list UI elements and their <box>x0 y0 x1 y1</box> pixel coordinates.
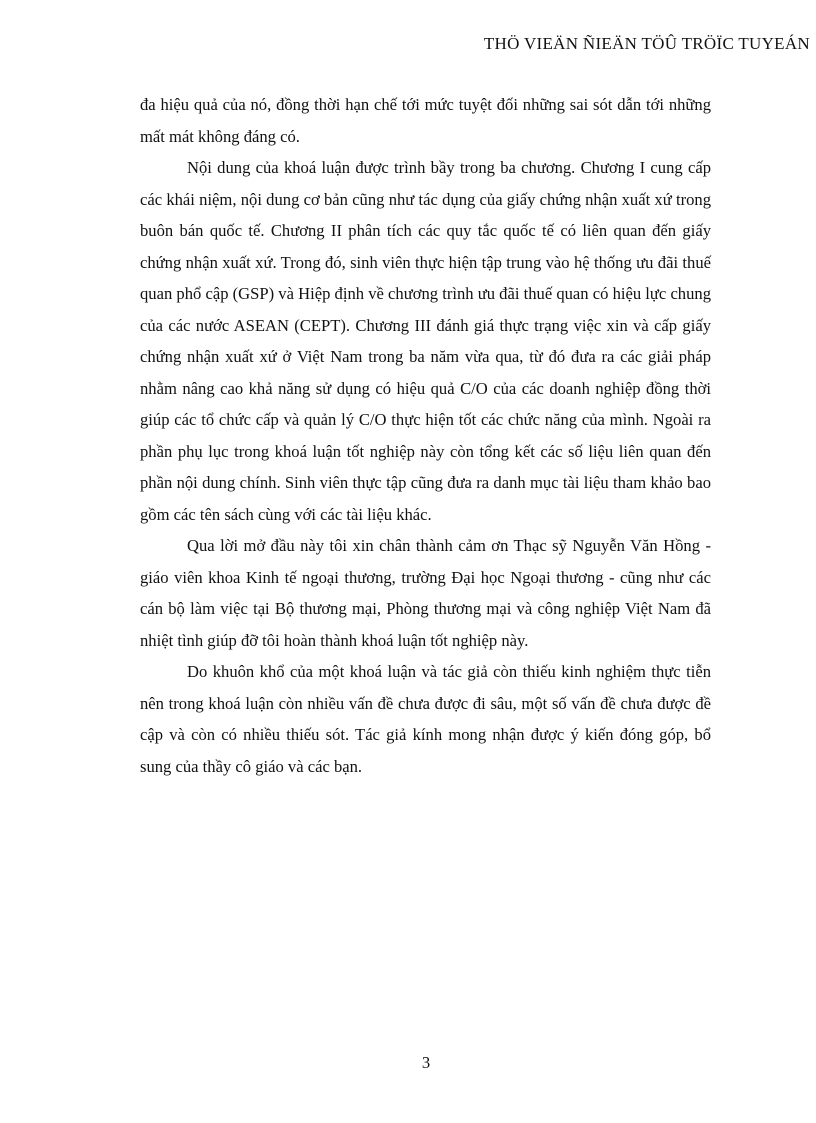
body-text <box>140 89 711 782</box>
paragraph-content-overview: Nội dung của khoá luận được trình bầy trong ba chương. Chương I cung cấp các khái niệm, nội dung cơ bản cũng như tác dụng của giấy chứng nhận xuất xứ trong buôn bán quốc tế. Chương II phân tích các quy tắc quốc tế có liên quan đến giấy chứng nhận xuất xứ. Trong đó, sinh viên thực hiện tập trung vào hệ thống ưu đãi thuế quan phổ cập (GSP) và Hiệp định về chương trình ưu đãi thuế quan có hiệu lực chung của các nước ASEAN (CEPT). Chương III đánh giá thực trạng việc xin và cấp giấy chứng nhận xuất xứ ở Việt Nam trong ba năm vừa qua, từ đó đưa ra các giải pháp nhằm nâng cao khả năng sử dụng có hiệu quả C/O của các doanh nghiệp đồng thời giúp các tổ chức cấp và quản lý C/O thực hiện tốt các chức năng của mình. Ngoài ra phần phụ lục trong khoá luận tốt nghiệp này còn tổng kết các số liệu liên quan đến phần nội dung chính. Sinh viên thực tập cũng đưa ra danh mục tài liệu tham khảo bao gồm các tên sách cùng với các tài liệu khác. <box>140 158 711 524</box>
paragraph-limitations: Do khuôn khổ của một khoá luận và tác giả còn thiếu kinh nghiệm thực tiễn nên trong khoá luận còn nhiều vấn đề chưa được đi sâu, một số vấn đề chưa được đề cập và còn có nhiều thiếu sót. Tác giả kính mong nhận được ý kiến đóng góp, bổ sung của thầy cô giáo và các bạn. <box>140 662 711 776</box>
paragraph-acknowledgement: Qua lời mở đầu này tôi xin chân thành cảm ơn Thạc sỹ Nguyễn Văn Hồng - giáo viên khoa Kinh tế ngoại thương, trường Đại học Ngoại thương - cũng như các cán bộ làm việc tại Bộ thương mại, Phòng thương mại và công nghiệp Việt Nam đã nhiệt tình giúp đỡ tôi hoàn thành khoá luận tốt nghiệp này. <box>140 536 711 650</box>
page-header: THÖ VIEÄN ÑIEÄN TÖÛ TRÖÏC TUYEÁN <box>483 34 810 53</box>
paragraph-continuation: đa hiệu quả của nó, đồng thời hạn chế tới mức tuyệt đối những sai sót dẫn tới những mất mát không đáng có. <box>140 95 711 146</box>
page-number: 3 <box>421 1053 431 1072</box>
